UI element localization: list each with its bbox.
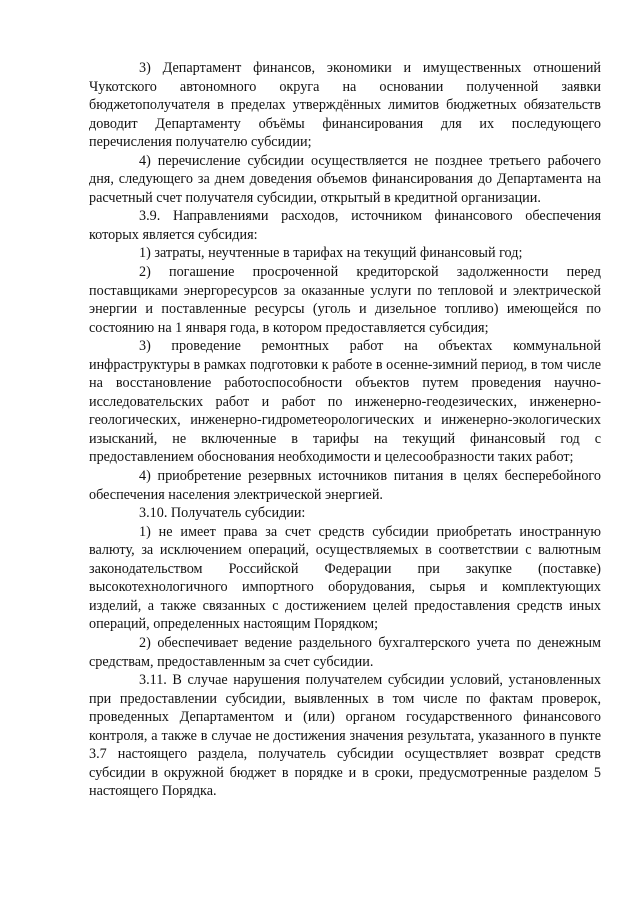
paragraph-3-9: 3.9. Направлениями расходов, источником финансового обеспечения которых является субсидия: (89, 208, 601, 243)
paragraph-3-9-item-1: 1) затраты, неучтенные в тарифах на текущий финансовый год; (139, 245, 523, 262)
paragraph-3-9-item-2: 2) погашение просроченной кредиторской задолженности перед поставщиками энергоресурсов за оказанные услуги по тепловой и электрической энергии и поставленные ресурсы (уголь и дизельное топливо) имеющейся по состоянию на 1 января года, в котором предоставляется субсидия; (89, 264, 601, 336)
paragraph-3-10-item-2: 2) обеспечивает ведение раздельного бухгалтерского учета по денежным средствам, предоставленным за счет субсидии. (89, 634, 601, 670)
paragraph-3-10-item-1: 1) не имеет права за счет средств субсидии приобретать иностранную валюту, за исключением операций, осуществляемых в соответствии с валютным законодательством Российской Федерации при закупке (поставке) высокотехнологичного импортного оборудования, сырья и комплектующих изделий, а также связанных с достижением целей предоставления средств иных операций, определенных настоящим Порядком; (89, 523, 601, 633)
paragraph-3-8-item-3: 3) Департамент финансов, экономики и имущественных отношений Чукотского автономного округа на основании полученной заявки бюджетополучателя в пределах утверждённых лимитов бюджетных обязательств доводит Департаменту объёмы финансирования для их последующего перечисления получателю субсидии; (89, 60, 601, 151)
paragraph-3-9-item-4: 4) приобретение резервных источников питания в целях бесперебойного обеспечения населения электрической энергией. (89, 468, 601, 503)
paragraph-3-8-item-4: 4) перечисление субсидии осуществляется не позднее третьего рабочего дня, следующего за днем доведения объемов финансирования до Департамента на расчетный счет получателя субсидии, открытый в кредитной организации. (89, 152, 601, 206)
paragraph-3-9-item-3: 3) проведение ремонтных работ на объектах коммунальной инфраструктуры в рамках подготовки к работе в осенне-зимний период, в том числе на восстановление работоспособности объектов путем проведения научно-исследовательских работ и работ по инженерно-геодезических, инженерно-геологических, инженерно-гидрометеорологических и инженерно-экологических изысканий, не включенные в тарифы на текущий финансовый год с предоставлением обоснования необходимости и целесообразности таких работ; (89, 338, 601, 466)
document-body (89, 59, 601, 801)
paragraph-3-11: 3.11. В случае нарушения получателем субсидии условий, установленных при предоставлении субсидии, выявленных в том числе по фактам проверок, проведенных Департаментом и (или) органом государственного финансового контроля, а также в случае не достижения значения результата, указанного в пункте 3.7 настоящего раздела, получатель субсидии осуществляет возврат средств субсидии в окружной бюджет в порядке и в сроки, предусмотренные разделом 5 настоящего Порядка. (89, 672, 601, 800)
paragraph-3-10: 3.10. Получатель субсидии: (139, 505, 306, 522)
